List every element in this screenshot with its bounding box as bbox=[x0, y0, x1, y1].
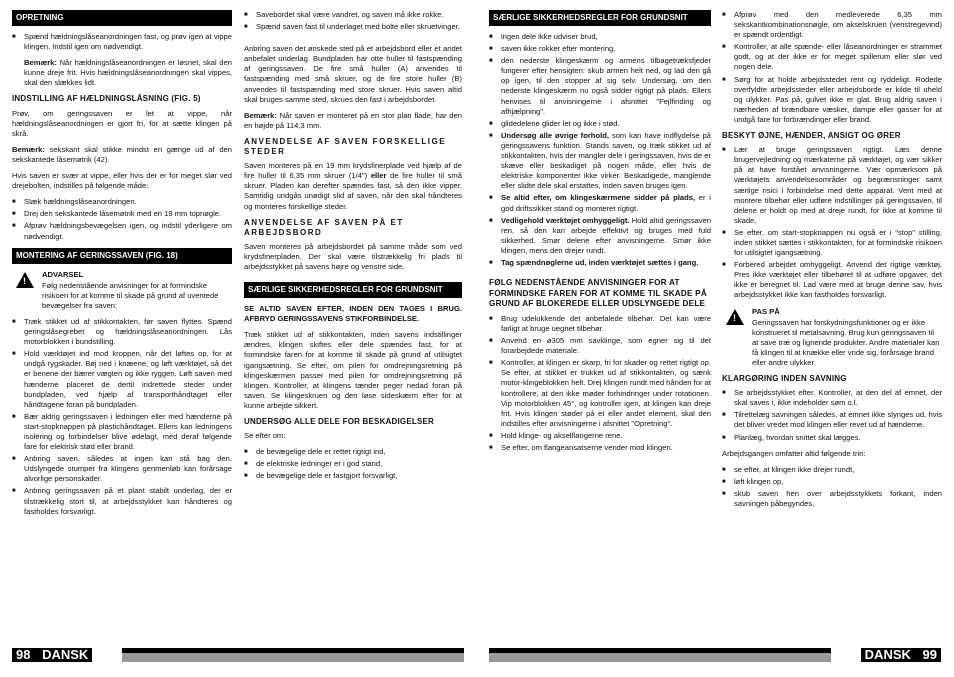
bold-word: eller bbox=[370, 171, 387, 181]
list-item: ■ Planlæg, hvordan snittet skal lægges. bbox=[722, 433, 942, 443]
language-label: DANSK bbox=[42, 647, 89, 662]
note-paragraph bbox=[12, 145, 232, 165]
list-item: ■ Kontroller, at klingen er skarp, fri for skader og rettet rigtigt op. Se efter, at stikket er trukket ud af stikkontakten, og sænk motor-klingeblokken helt. Drej klingen rundt med hånden for at kontrollere, at den ikke møder forhindringer under rotationen. Vip motorblokken 45°, og kontroller igen, at klingen kan dreje frit. Hvis klingen støder på et eller andet element, skal den indstilles efter anvisningerne i afsnittet "Opretning". bbox=[489, 358, 711, 429]
right-column-2 bbox=[722, 10, 942, 515]
footer-right bbox=[489, 648, 941, 662]
list-item: ■ Hold klinge- og akselflangerne rene. bbox=[489, 431, 711, 441]
list-item: ■ Sørg for at holde arbejdsstedet rent og ryddeligt. Rodede overfyldte arbejdssteder eller arbejdsborde er kilde til uheld og ulykker. Pas på, gulvet ikke er glat. Brug aldrig saven i nærheden af brændbare væsker, dampe eller gasser for at undgå fare for forbrændinger eller brand. bbox=[722, 75, 942, 125]
list-item: ■ Drej den sekskantede låsemøtrik med en 19 mm topnøgle. bbox=[12, 209, 232, 219]
text-span: er i god driftssikker stand og monteret rigtigt. bbox=[501, 193, 711, 213]
note-text: sekskant skal stikke mindst en gænge ud af den sekskantede låsemøtrik (42). bbox=[12, 144, 232, 164]
list-item: ■ Bær aldrig geringssaven i ledningen eller med hænderne på start-stopknappen på plastichåndtaget. Ellers kan ledningens isolering og forbindelser blive ødelagt, med deraf følgende fare for elektrisk stød eller brand. bbox=[12, 412, 232, 452]
bold-lead: Undersøg alle øvrige forhold, bbox=[501, 130, 609, 140]
list-item: ■ Forbered arbejdet omhyggeligt. Anvend det rigtige værktøj. Pres ikke værktøjet eller tilbehøret til at udføre opgaver, det ikke er beregnet til. Lad være med at bruge denne sav, hvis arbejdsstykket ikke kan fastholdes forsvarligt. bbox=[722, 260, 942, 300]
list-item: ■ løft klingen op, bbox=[722, 477, 942, 487]
list-item: ■ Lær at bruge geringssaven rigtigt. Læs denne brugervejledning og mærkaterne på værktøjet, og vær sikker på at have forstået anvisningerne. Vær opmærksom på værktøjets anvendelsesområder og begrænsninger samt særlige risici i forbindelse med dette apparat. Vent med at montere tilbehør eller udføre indstillinger på geringssaven, til delene er holdt op med at dreje rundt, for ikke at komme til skade. bbox=[722, 145, 942, 226]
language-label: DANSK bbox=[864, 647, 911, 662]
bold-lead: Se altid efter, om klingeskærmene sidder på plads, bbox=[501, 193, 696, 203]
footer-rule bbox=[122, 653, 464, 662]
list-item: ■ Se efter, om flangeansatserne vender mod klingen. bbox=[489, 443, 711, 453]
footer-left bbox=[12, 648, 464, 662]
section-heading-opretning: OPRETNING bbox=[12, 10, 232, 26]
note-paragraph bbox=[12, 58, 232, 88]
paragraph bbox=[244, 161, 462, 211]
list-item: ■ Træk stikket ud af stikkontakten, før saven flyttes. Spænd geringslåsegrebet og hældningslåseanordningen. Lås motorblokken i bundstilling. bbox=[12, 317, 232, 347]
note-label: Bemærk: bbox=[12, 144, 45, 154]
paragraph: Saven monteres på arbejdsbordet på samme måde som ved krydsfinerpladen. Der skal være tilstrækkelig fri plads til arbejdsstykket på savens højre og venstre side. bbox=[244, 241, 462, 271]
note-text: Når saven er monteret på en stor plan flade, har den en højde på 114,3 mm. bbox=[244, 110, 462, 130]
heading-forskellige-steder: ANVENDELSE AF SAVEN FORSKELLIGE STEDER bbox=[244, 136, 447, 157]
list-item: ■ se efter, at klingen ikke drejer rundt, bbox=[722, 465, 942, 475]
warning-title: ADVARSEL bbox=[42, 269, 84, 279]
right-column-1 bbox=[489, 10, 711, 459]
list-item: ■ de elektriske ledninger er i god stand, bbox=[244, 459, 462, 469]
list-item: ■ Se arbejdsstykket efter. Kontroller, at den del af emnet, der skal saves i, ikke indeholder søm o.l. bbox=[722, 388, 942, 408]
text-span: de fire huller til små skruer. Pladen kan derefter spændes fast, så den ikke vipper. Samtidig undgås unødigt slid af saven, når den skal håndteres og monteres forskellige steder. bbox=[244, 171, 462, 211]
left-column-1 bbox=[12, 10, 232, 523]
section-heading-saerlige-right: SÆRLIGE SIKKERHEDSREGLER FOR GRUNDSNIT bbox=[489, 10, 711, 26]
list-item: ■ Afprøv hældningsbevægelsen igen, og indstil yderligere om nødvendigt. bbox=[12, 221, 232, 241]
section-heading-montering: MONTERING AF GERINGSSAVEN (FIG. 18) bbox=[12, 248, 232, 264]
note-paragraph bbox=[244, 111, 462, 131]
list-item: ■ Anvend en ø305 mm savklinge, som egner sig til det forarbejdede materiale. bbox=[489, 336, 711, 356]
caution-title: PAS PÅ bbox=[752, 306, 780, 316]
paragraph: Prøv, om geringssaven er let at vippe, når hældningslåseanordningen er gjort fri, for at sætte klingen på skrå. bbox=[12, 108, 232, 138]
note-label: Bemærk: bbox=[24, 58, 57, 68]
text-span: Hold altid geringssaven ren, så den kan arbejde effektivt og bruges med fuld sikkerhed. Smør delene efter anvisningerne. Smør ikke klingen, mens den drejer rundt. bbox=[501, 215, 711, 255]
left-column-2 bbox=[244, 10, 462, 487]
list-item: ■ skub saven hen over arbejdsstykkets forkant, inden savningen påbegyndes, bbox=[722, 489, 942, 509]
list-item: ■ Afprøv med den medleverede 6,35 mm sekskantkombinationsnøgle, om akselskruen (venstregevind) er spændt ordentligt. bbox=[722, 10, 942, 40]
heading-arbejdsbord: ANVENDELSE AF SAVEN PÅ ET ARBEJDSBORD bbox=[244, 217, 404, 237]
heading-undersog: UNDERSØG ALLE DELE FOR BESKADIGELSER bbox=[244, 417, 435, 426]
list-item: ■ Brug udelukkende det anbefalede tilbehør. Det kan være farligt at bruge uegnet tilbehør. bbox=[489, 314, 711, 334]
section-heading-saerlige: SÆRLIGE SIKKERHEDSREGLER FOR GRUNDSNIT bbox=[244, 282, 462, 298]
list-item: ■ Slæk hældningslåseanordningen. bbox=[12, 197, 232, 207]
list-item: ■ de bevægelige dele er fastgjort forsvarligt, bbox=[244, 471, 462, 481]
text-span: som kan have indflydelse på geringssavens funktion. Stands saven, og træk stikket ud af stikkontakten, hvis der mangler dele i geringssaven, hvis de er skæve eller beskadiget på nogen måde, eller hvis de elektriske komponenter ikke virker. Beskadigede, manglende eller slidte dele skal erstattes, inden saven bruges igen. bbox=[501, 130, 711, 191]
page-number: 98 bbox=[16, 647, 31, 662]
footer-page-label bbox=[12, 648, 92, 662]
list-item: ■ Hold værktøjet ind mod kroppen, når det løftes op, for at undgå rygskader. Bøj ned i knæene, og løft værktøjet, så det er benene der bærer vægten og ikke ryggen. Løft saven med hænderne placeret de dertil indrettede steder under bundpladen, ved hjælp af transporthåndtaget eller håndtagene foran på bundpladen. bbox=[12, 349, 232, 410]
paragraph: Anbring saven det ønskede sted på et arbejdsbord eller et andet anbefalet underlag. Bundpladen har otte huller til fastspænding af geringssaven. De fire små huller (A) anvendes til fastspænding med små skruer, og de fire store huller (B) anvendes til fastspænding med store skruer. Hvis saven altid skal bruges samme sted, skrues den fast i arbejdsbordet. bbox=[244, 44, 462, 104]
list-item: ■ ingen dele ikke udviser brud, bbox=[489, 32, 711, 42]
bold-lead: Vedligehold værktøjet omhyggeligt. bbox=[501, 215, 630, 225]
warning-icon: ! bbox=[16, 272, 34, 288]
list-item: ■ glidedelene glider let og ikke i stød. bbox=[489, 119, 711, 129]
list-item: ■ Savebordet skal være vandret, og saven må ikke rokke. bbox=[244, 10, 462, 20]
list-item: ■ saven ikke rokker efter montering, bbox=[489, 44, 711, 54]
paragraph: Arbejdsgangen omfatter altid følgende trin: bbox=[722, 448, 866, 458]
list-item: ■ Tag spændnøglerne ud, inden værktøjet sættes i gang. bbox=[489, 258, 711, 268]
page-number: 99 bbox=[922, 647, 937, 662]
caution-block bbox=[722, 307, 942, 369]
note-text: Når hældningslåseanordningen er løsnet, skal den kunne dreje frit. Hvis hældningslåseanordningen skal vippes, skal den slækkes lidt. bbox=[24, 58, 232, 88]
caution-text: Geringssaven har forskydningsfunktioner og er ikke konstrueret til metalsavning. Brug kun geringssaven til at save træ og lignende produkter. Andre materialer kan få klingen til at knække eller vride sig, forårsage brand eller andre ulykker. bbox=[752, 317, 940, 367]
paragraph: Se efter om: bbox=[244, 431, 286, 441]
paragraph: Træk stikket ud af stikkontakten, inden savens indstillinger ændres, klingen skiftes eller dele spændes fast, for at formindske faren for at komme til skade på grund af utilsigtet igangsætning. Se efter, om pilen for omdrejningsretning på klingeskærmen passer med pilen for omdrejningsretning på klingen. Kontroller, at klingens tænder peger nedad foran på saven. Se klingeskruen og den løse sideskærm efter for at kunne arbejde sikkert. bbox=[244, 330, 462, 410]
list-item: ■ Tilrettelæg savningen således, at emnet ikke slynges ud, hvis det bliver vredet mod klingen eller revet ud af hænderne. bbox=[722, 410, 942, 430]
bold-paragraph: SE ALTID SAVEN EFTER, INDEN DEN TAGES I BRUG. AFBRYD GERINGSSAVENS STIKFORBINDELSE. bbox=[244, 304, 462, 324]
list-item: ■ Anbring saven, således at ingen kan stå bag den. Udslyngede stumper fra klingens genmenløb kan forårsage alvorlige personskader. bbox=[12, 454, 232, 484]
list-item: ■ Se efter, om start-stopknappen nu også er i "stop" stilling, inden stikket sættes i stikkontakten, for at formindske risikoen for utilsigtet igangsætning. bbox=[722, 228, 942, 258]
list-item: ■ den nederste klingeskærm og armens tilbagetræksfjeder fungerer efter hensigten: skub armen helt ned, og lad den gå op igen, til den stopper af sig selv. Undersøg, om den nederste klingeskærm nu også sidder rigtigt på plads. Ellers henvises til anvisningerne i afsnittet "Fejlfinding og afhjælpning". bbox=[489, 56, 711, 117]
list-item: ■ Anbring geringssaven på et plant stabilt underlag, der er tilstrækkelig stort til, at arbejdsstykket kan håndteres og fastholdes forsvarligt. bbox=[12, 486, 232, 516]
heading-indstilling: INDSTILLING AF HÆLDNINGSLÅSNING (FIG. 5) bbox=[12, 94, 201, 104]
heading-klargoring: KLARGØRING INDEN SAVNING bbox=[722, 374, 847, 384]
list-item: ■ de bevægelige dele er rettet rigtigt ind, bbox=[244, 447, 462, 457]
heading-beskyt: BESKYT ØJNE, HÆNDER, ANSIGT OG ØRER bbox=[722, 131, 901, 141]
note-label: Bemærk: bbox=[244, 110, 277, 120]
list-item bbox=[489, 193, 711, 213]
text-span: Saven monteres på en 19 mm krydsfinerplade ved hjælp af de fire huller til 6,35 mm skruer (1/4") bbox=[244, 161, 462, 181]
paragraph: Hvis saven er svær at vippe, eller hvis der er for meget slør ved drejebolten, indstilles på følgende måde: bbox=[12, 171, 232, 191]
warning-text: Følg nedenstående anvisninger for at formindske risikoen for at komme til skade på grund af uventede bevægelser fra saven: bbox=[42, 280, 219, 310]
list-item bbox=[489, 131, 711, 192]
footer-rule bbox=[489, 653, 831, 662]
list-item: ■ Spænd hældningslåseanordningen fast, og prøv igen at vippe klingen. Indstil igen om nødvendigt. bbox=[12, 32, 232, 52]
list-item: ■ Kontroller, at alle spænde- eller låseanordninger er strammet godt, og at der ikke er for meget spillerum eller slør ved nogen dele. bbox=[722, 42, 942, 72]
list-item: ■ Spænd saven fast til underlaget med bolte eller skruetvinger. bbox=[244, 22, 462, 32]
list-item bbox=[489, 216, 711, 256]
footer-page-label bbox=[861, 648, 941, 662]
warning-block bbox=[12, 270, 232, 311]
warning-icon: ! bbox=[726, 309, 744, 325]
heading-folg: FØLG NEDENSTÅENDE ANVISNINGER FOR AT FORMINDSKE FAREN FOR AT KOMME TIL SKADE PÅ GRUND AF BLOKEREDE ELLER UDSLYNGEDE DELE bbox=[489, 278, 707, 309]
